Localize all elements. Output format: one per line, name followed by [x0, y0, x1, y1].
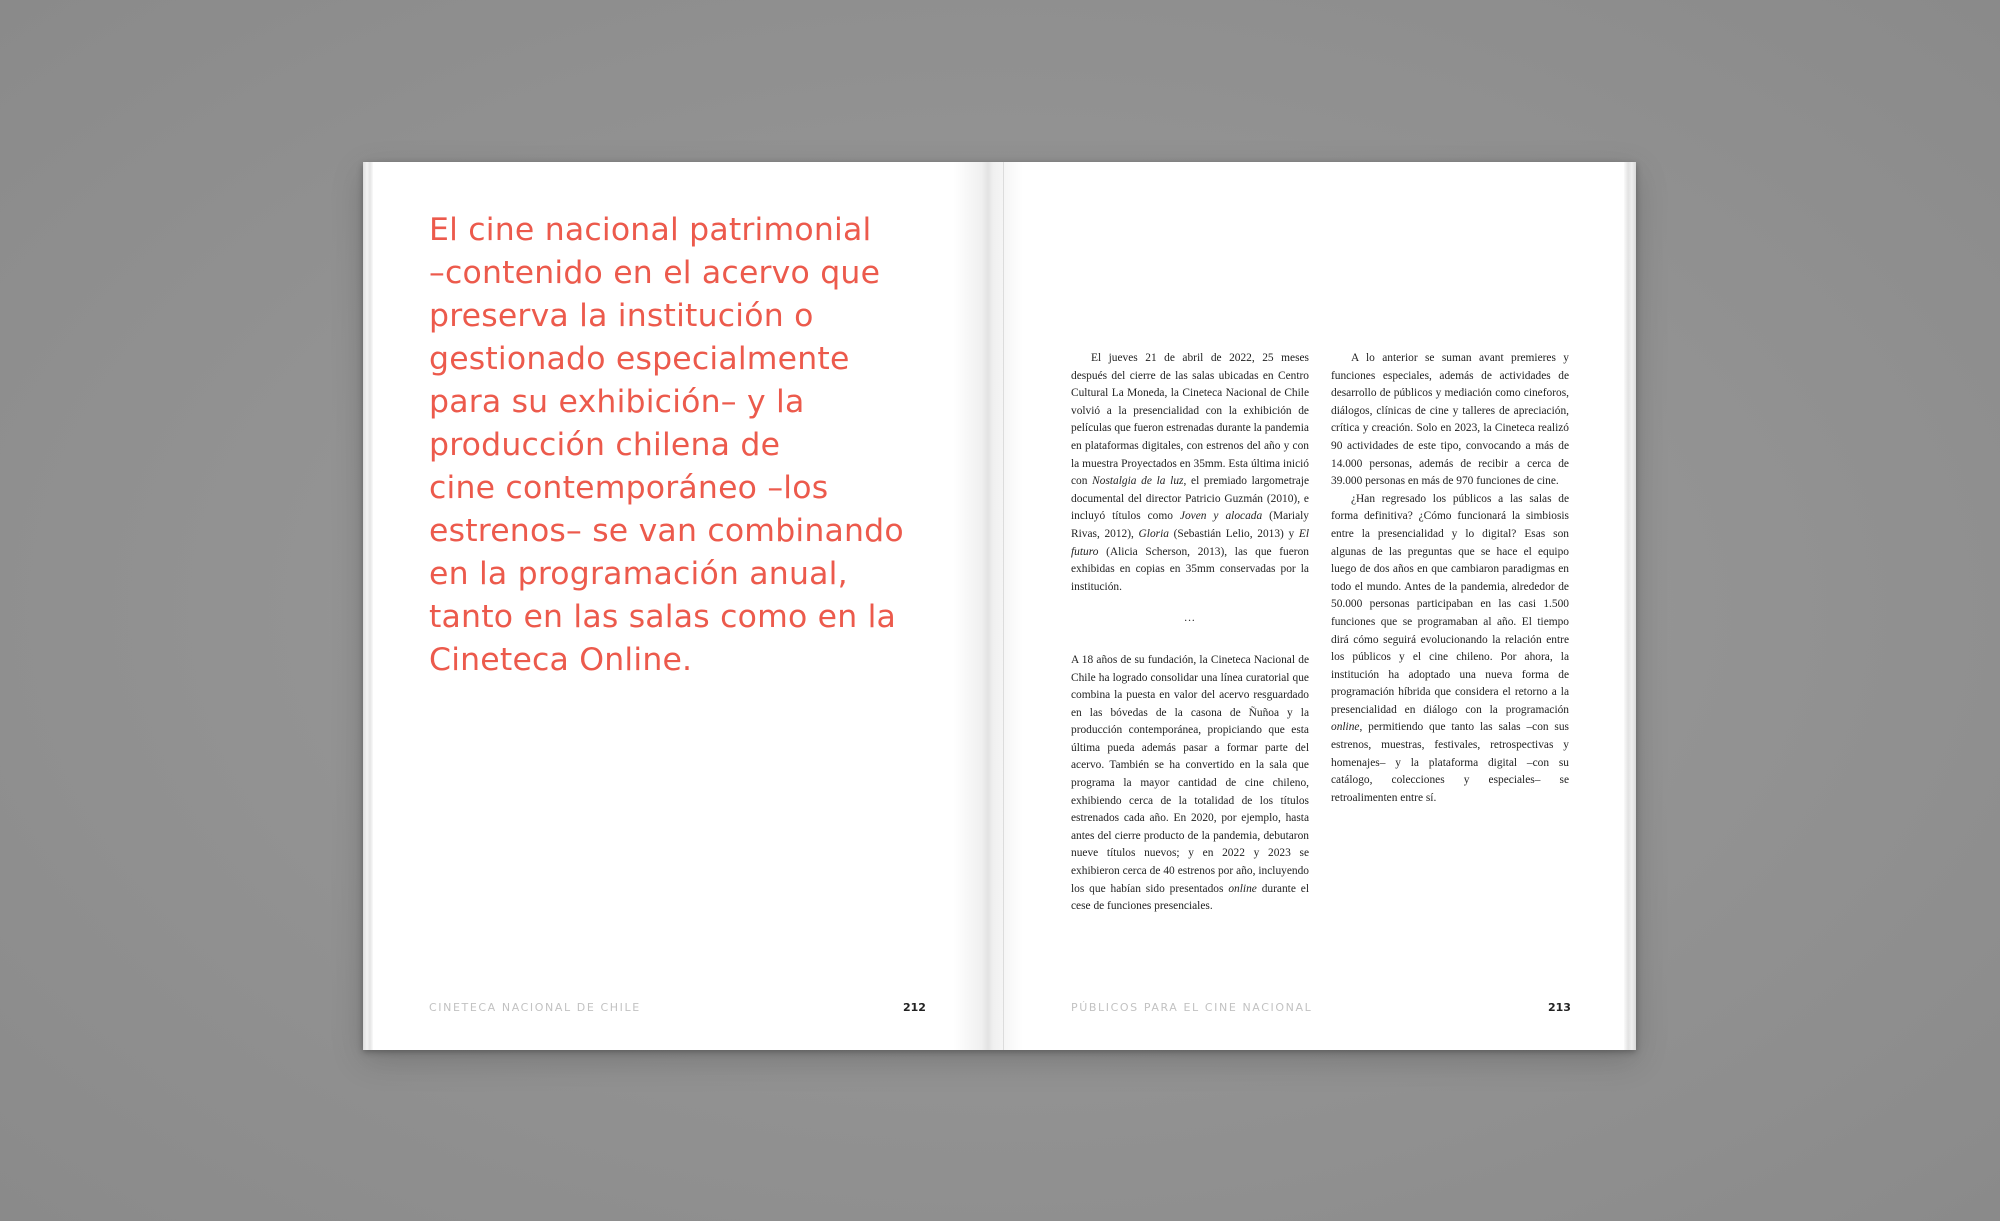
pull-quote-line: preserva la institución o [429, 298, 814, 334]
film-title: El futuro [1071, 527, 1309, 558]
pull-quote [429, 209, 949, 682]
body-column-2 [1331, 350, 1569, 807]
paragraph: El jueves 21 de abril de 2022, 25 meses después del cierre de las salas ubicadas en Centro Cultural La Moneda, la Cineteca Nacional de Chile volvió a la presencialidad con la exhibición de películas que fueron estrenadas durante la pandemia en plataformas digitales, con estrenos del año y con la muestra Proyectados en 35mm. Esta última inició con Nostalgia de la luz, el premiado largometraje documental del director Patricio Guzmán (2010), e incluyó títulos como Joven y alocada (Marialy Rivas, 2012), Gloria (Sebastián Lelio, 2013) y El futuro (Alicia Scherson, 2013), las que fueron exhibidas en copias en 35mm conservadas por la institución. [1071, 352, 1310, 593]
running-footer-left: CINETECA NACIONAL DE CHILE [429, 1001, 641, 1014]
pull-quote-line: cine contemporáneo –los [429, 470, 829, 506]
pull-quote-line: Cineteca Online. [429, 642, 693, 678]
pull-quote-line: tanto en las salas como en la [429, 599, 897, 635]
book-gutter [953, 162, 1023, 1050]
page-edge-left [363, 162, 373, 1050]
paragraph: ¿Han regresado los públicos a las salas de forma definitiva? ¿Cómo funcionará la simbiosis entre la presencialidad y lo digital? Esas son algunas de las preguntas que se hace el equipo luego de dos años en que cambiaron paradigmas en todo el mundo. Antes de la pandemia, alrededor de 50.000 personas participaban en las casi 1.500 funciones que se programaban al año. El tiempo dirá cómo seguirá evolucionando la relación entre los públicos y el cine chileno. Por ahora, la institución ha adoptado una nueva forma de programación híbrida que considera el retorno a la presencialidad en diálogo con la programación online, permitiendo que tanto las salas –con sus estrenos, muestras, festivales, retrospectivas y homenajes– y la plataforma digital –con su catálogo, colecciones y especiales– se retroalimenten entre sí. [1331, 492, 1569, 804]
pull-quote-line: –contenido en el acervo que [429, 255, 881, 291]
paragraph: A lo anterior se suman avant premieres y funciones especiales, además de actividades de desarrollo de públicos y mediación como cineforos, diálogos, clínicas de cine y talleres de apreciación, crítica y creación. Solo en 2023, la Cineteca realizó 90 actividades de este tipo, convocando a más de 14.000 personas, además de recibir a cerca de 39.000 personas en más de 970 funciones de cine. [1331, 352, 1569, 488]
body-column-1 [1071, 350, 1309, 916]
film-title: Joven y alocada [1179, 510, 1263, 523]
page-number-right: 213 [1548, 1001, 1571, 1014]
film-title: Gloria [1138, 527, 1169, 540]
italic-term: online [1331, 721, 1360, 734]
pull-quote-line: para su exhibición– y la [429, 384, 805, 420]
pull-quote-line: El cine nacional patrimonial [429, 212, 872, 248]
page-number-left: 212 [903, 1001, 926, 1014]
pull-quote-line: estrenos– se van combinando [429, 513, 904, 549]
section-separator: ... [1184, 612, 1196, 625]
pull-quote-line: gestionado especialmente [429, 341, 850, 377]
page-edge-right [1624, 162, 1636, 1050]
italic-term: online [1228, 882, 1257, 895]
gutter-fold-line [1003, 162, 1004, 1050]
pull-quote-line: producción chilena de [429, 427, 781, 463]
film-title: Nostalgia de la luz [1092, 475, 1184, 488]
pull-quote-line: en la programación anual, [429, 556, 848, 592]
running-footer-right: PÚBLICOS PARA EL CINE NACIONAL [1071, 1001, 1313, 1014]
open-book-spread [363, 162, 1636, 1050]
paragraph: A 18 años de su fundación, la Cineteca Nacional de Chile ha logrado consolidar una línea curatorial que combina la puesta en valor del acervo resguardado en las bóvedas de la casona de Ñuñoa y la producción contemporánea, propiciando que esta última pueda además pasar a formar parte del acervo. También se ha convertido en la sala que programa la mayor cantidad de cine chileno, exhibiendo cerca de la totalidad de los títulos estrenados cada año. En 2020, por ejemplo, hasta antes del cierre producto de la pandemia, debutaron nueve títulos nuevos; y en 2022 y 2023 se exhibieron cerca de 40 estrenos por año, incluyendo los que habían sido presentados online durante el cese de funciones presenciales. [1071, 653, 1309, 913]
